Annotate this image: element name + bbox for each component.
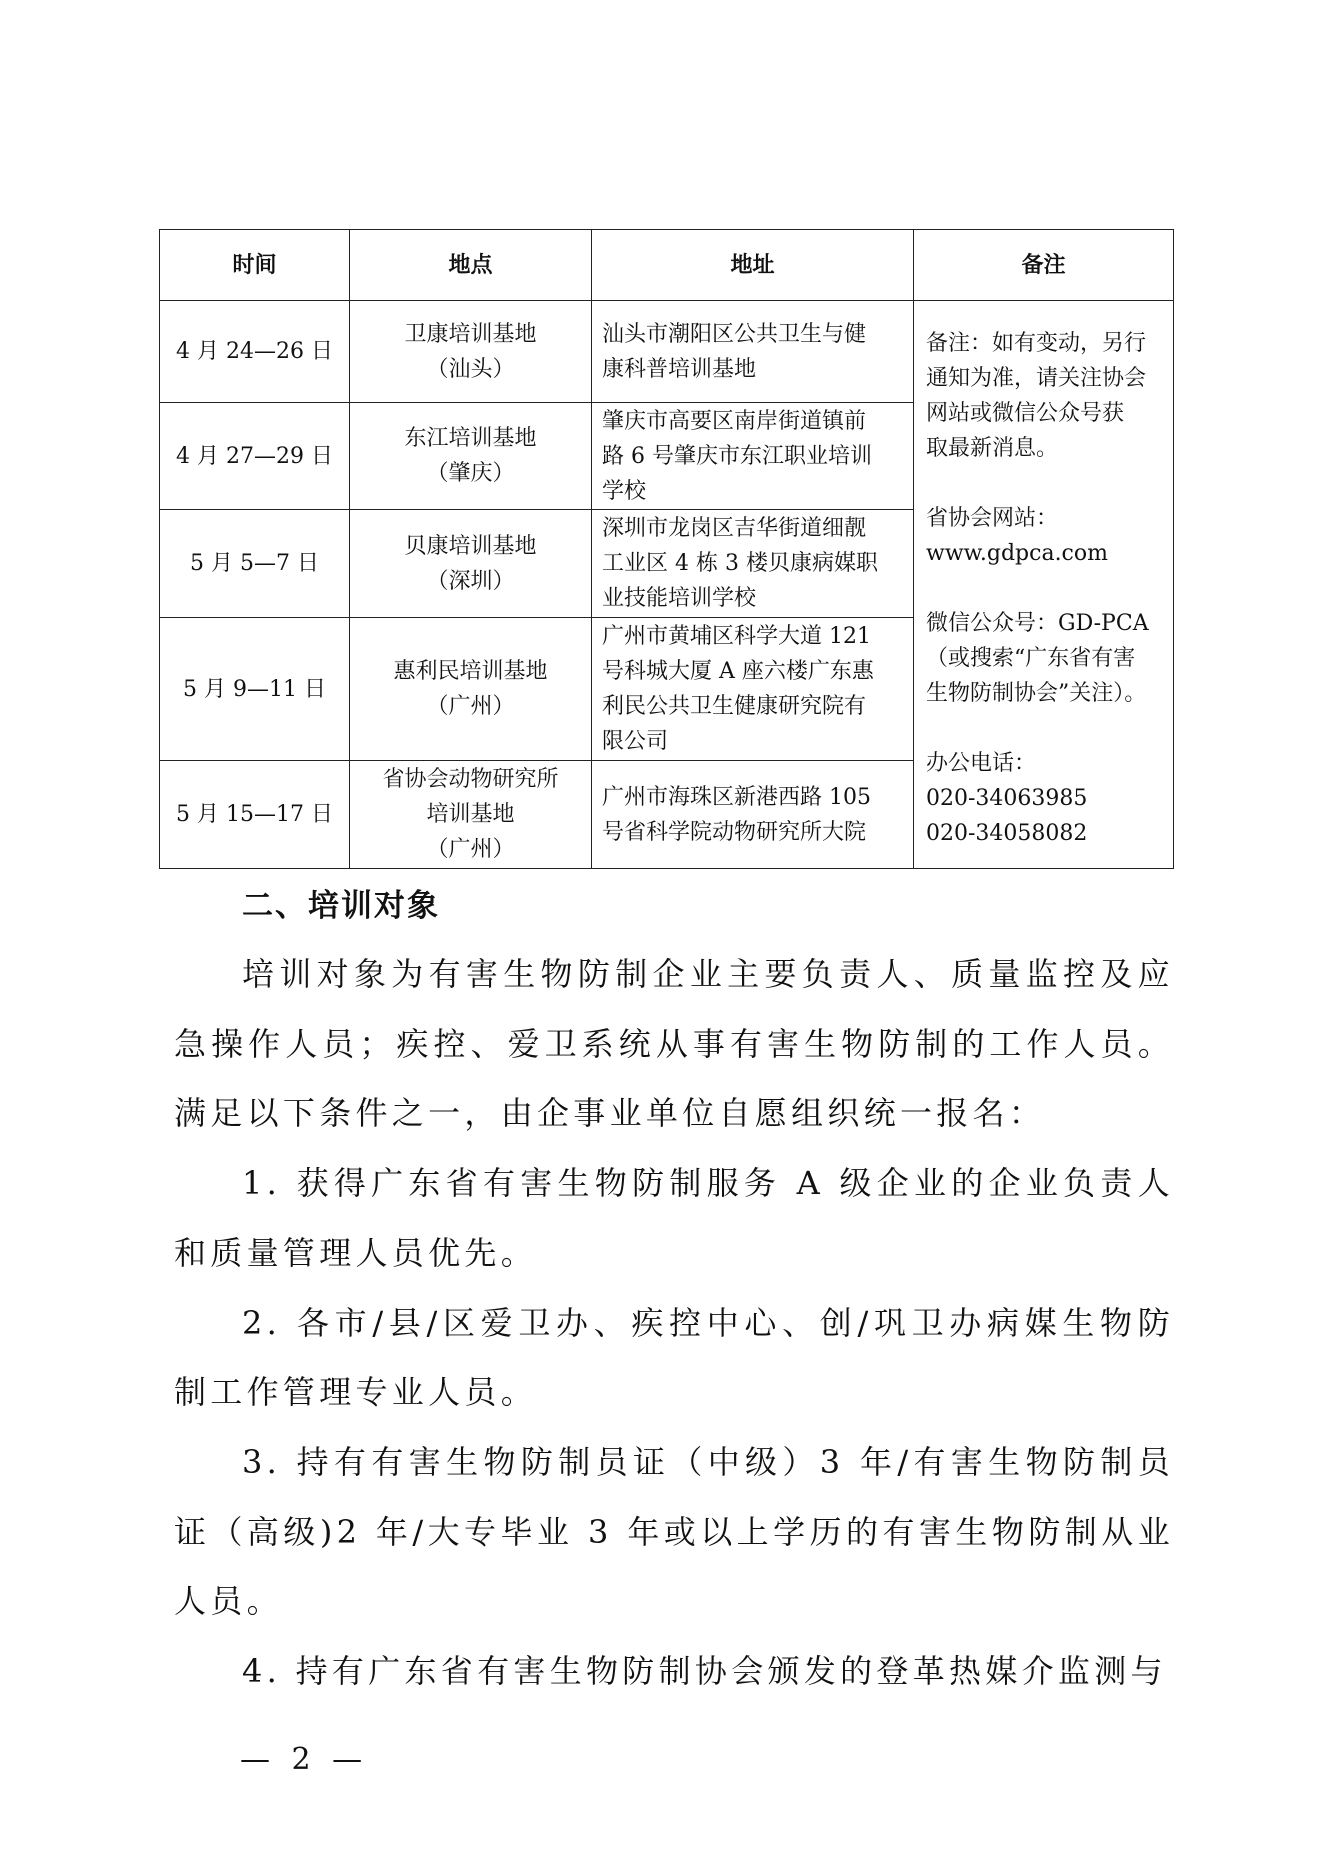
- place-line: （广州）: [426, 694, 515, 719]
- row-time: 4 月 24—26 日: [160, 301, 350, 403]
- paragraph-item-1: 1. 获得广东省有害生物防制服务 A 级企业的企业负责人和质量管理人员优先。: [174, 1164, 1174, 1272]
- row-address: [592, 301, 914, 403]
- address-line: 工业区 4 栋 3 楼贝康病媒职: [602, 551, 878, 576]
- paragraph-item-2: 2. 各市/县/区爱卫办、疾控中心、创/巩卫办病媒生物防制工作管理专业人员。: [174, 1303, 1174, 1412]
- place-line: （深圳）: [426, 568, 515, 594]
- wechat-line: 微信公众号：GD-PCA: [926, 611, 1149, 636]
- website-label: 省协会网站：: [926, 506, 1059, 531]
- phone-number: 020-34063985: [926, 786, 1088, 811]
- address-line: 广州市海珠区新港西路 105: [602, 784, 871, 810]
- row-address: [592, 761, 914, 869]
- place-line: 惠利民培训基地: [393, 659, 548, 684]
- table-row: [160, 301, 1174, 403]
- training-schedule-table: [159, 229, 1174, 869]
- remarks-cell: [914, 301, 1174, 869]
- row-address: [592, 618, 914, 761]
- phone-number: 020-34058082: [926, 821, 1088, 846]
- row-place: [350, 403, 592, 510]
- website-url: www.gdpca.com: [926, 541, 1108, 566]
- row-address: [592, 403, 914, 510]
- place-line: 东江培训基地: [404, 426, 537, 451]
- remarks-line: 通知为准，请关注协会: [926, 366, 1147, 391]
- wechat-line: （或搜索“广东省有害: [926, 646, 1136, 671]
- address-line: 号省科学院动物研究所大院: [602, 819, 867, 845]
- paragraph-item-3: 3. 持有有害生物防制员证（中级）3 年/有害生物防制员证（高级)2 年/大专毕业 3 年或以上学历的有害生物防制从业人员。: [174, 1442, 1174, 1621]
- row-time: 4 月 27—29 日: [160, 403, 350, 510]
- address-line: 深圳市龙岗区吉华街道细靓: [602, 516, 867, 541]
- phone-label: 办公电话：: [926, 751, 1037, 776]
- address-line: 号科城大厦 A 座六楼广东惠: [602, 659, 874, 684]
- header-remarks: 备注: [914, 230, 1174, 301]
- place-line: 培训基地: [426, 802, 515, 827]
- section-title: 二、培训对象: [242, 888, 440, 924]
- table-header-row: [160, 230, 1174, 301]
- row-time: 5 月 9—11 日: [160, 618, 350, 761]
- page-number: — 2 —: [240, 1742, 369, 1777]
- place-line: （广州）: [426, 837, 515, 862]
- row-time: 5 月 5—7 日: [160, 510, 350, 618]
- address-line: 肇庆市高要区南岸街道镇前: [602, 408, 867, 434]
- header-place: 地点: [350, 230, 592, 301]
- row-place: [350, 510, 592, 618]
- address-line: 路 6 号肇庆市东江职业培训: [602, 443, 872, 469]
- place-line: 卫康培训基地: [404, 321, 537, 347]
- row-place: [350, 301, 592, 403]
- address-line: 利民公共卫生健康研究院有: [602, 694, 867, 719]
- row-address: [592, 510, 914, 618]
- remarks-line: 网站或微信公众号获: [926, 401, 1125, 426]
- remarks-line: 取最新消息。: [926, 436, 1059, 461]
- wechat-line: 生物防制协会”关注）。: [926, 681, 1147, 706]
- paragraph-intro: 培训对象为有害生物防制企业主要负责人、质量监控及应急操作人员；疾控、爱卫系统从事有害生物防制的工作人员。满足以下条件之一，由企事业单位自愿组织统一报名：: [174, 955, 1174, 1133]
- header-time: 时间: [160, 230, 350, 301]
- row-place: [350, 618, 592, 761]
- place-line: （汕头）: [426, 356, 515, 382]
- place-line: 省协会动物研究所: [382, 767, 559, 792]
- address-line: 广州市黄埔区科学大道 121: [602, 624, 871, 649]
- address-line: 汕头市潮阳区公共卫生与健: [602, 321, 867, 347]
- body-text: [174, 940, 1174, 1707]
- header-address: 地址: [592, 230, 914, 301]
- paragraph-item-4: 4. 持有广东省有害生物防制协会颁发的登革热媒介监测与: [242, 1652, 1167, 1691]
- remarks-line: 备注：如有变动，另行: [926, 331, 1147, 356]
- row-time: 5 月 15—17 日: [160, 761, 350, 869]
- remarks-content: [926, 326, 1163, 851]
- place-line: （肇庆）: [426, 461, 515, 486]
- address-line: 业技能培训学校: [602, 586, 757, 611]
- place-line: 贝康培训基地: [404, 533, 537, 559]
- address-line: 康科普培训基地: [602, 356, 757, 382]
- row-place: [350, 761, 592, 869]
- address-line: 限公司: [602, 729, 669, 754]
- address-line: 学校: [602, 478, 647, 504]
